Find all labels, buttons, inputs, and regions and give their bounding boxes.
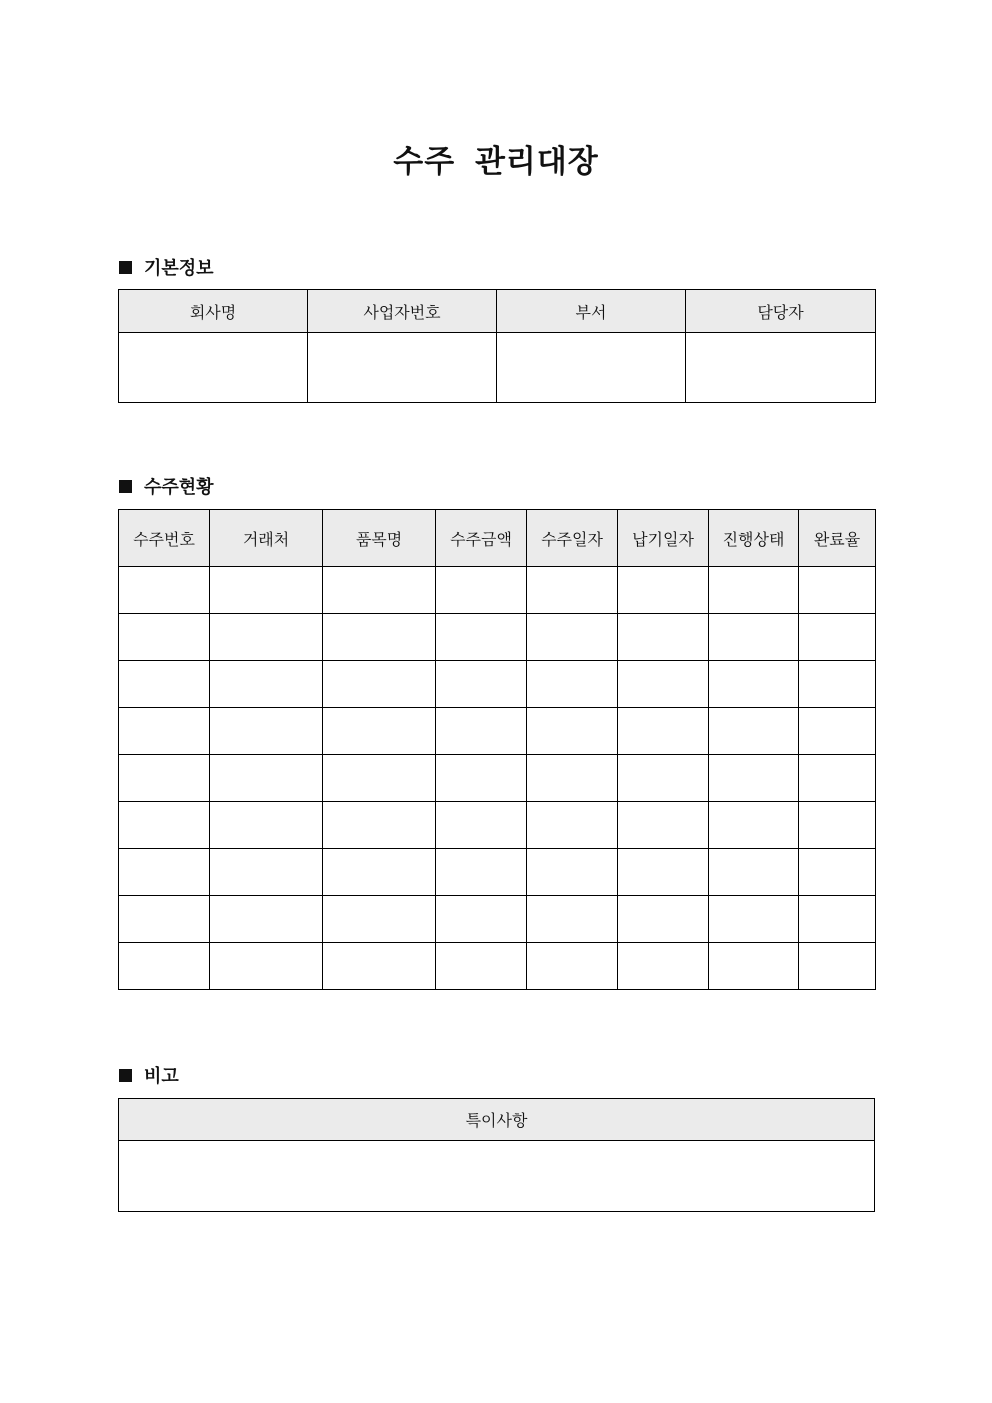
table-row bbox=[119, 943, 876, 990]
orders-heading bbox=[119, 473, 214, 499]
header-order-amount: 수주금액 bbox=[436, 510, 527, 567]
order-number-cell[interactable] bbox=[119, 896, 210, 943]
header-manager: 담당자 bbox=[686, 290, 876, 333]
item-name-cell[interactable] bbox=[323, 614, 436, 661]
progress-status-cell[interactable] bbox=[709, 896, 799, 943]
completion-rate-cell[interactable] bbox=[799, 802, 876, 849]
client-cell[interactable] bbox=[210, 896, 323, 943]
header-special-notes: 특이사항 bbox=[119, 1099, 875, 1141]
item-name-cell[interactable] bbox=[323, 661, 436, 708]
table-row bbox=[119, 755, 876, 802]
item-name-cell[interactable] bbox=[323, 943, 436, 990]
completion-rate-cell[interactable] bbox=[799, 896, 876, 943]
client-cell[interactable] bbox=[210, 802, 323, 849]
orders-table bbox=[118, 509, 876, 990]
orders-body bbox=[119, 567, 876, 990]
order-amount-cell[interactable] bbox=[436, 567, 527, 614]
table-row bbox=[119, 661, 876, 708]
header-progress-status: 진행상태 bbox=[709, 510, 799, 567]
page-title: 수주 관리대장 bbox=[393, 144, 599, 180]
orders-header-row bbox=[119, 510, 876, 567]
order-amount-cell[interactable] bbox=[436, 943, 527, 990]
completion-rate-cell[interactable] bbox=[799, 614, 876, 661]
remarks-heading-label: 비고 bbox=[144, 1066, 179, 1087]
business-number-field[interactable] bbox=[308, 333, 497, 403]
order-amount-cell[interactable] bbox=[436, 802, 527, 849]
header-item-name: 품목명 bbox=[323, 510, 436, 567]
basic-info-heading bbox=[119, 254, 214, 280]
order-amount-cell[interactable] bbox=[436, 614, 527, 661]
due-date-cell[interactable] bbox=[618, 567, 709, 614]
header-client: 거래처 bbox=[210, 510, 323, 567]
remarks-heading bbox=[119, 1062, 179, 1088]
progress-status-cell[interactable] bbox=[709, 708, 799, 755]
basic-info-heading-label: 기본정보 bbox=[144, 258, 214, 279]
completion-rate-cell[interactable] bbox=[799, 849, 876, 896]
completion-rate-cell[interactable] bbox=[799, 567, 876, 614]
table-row bbox=[119, 896, 876, 943]
table-row bbox=[119, 849, 876, 896]
progress-status-cell[interactable] bbox=[709, 943, 799, 990]
item-name-cell[interactable] bbox=[323, 849, 436, 896]
due-date-cell[interactable] bbox=[618, 802, 709, 849]
order-date-cell[interactable] bbox=[527, 849, 618, 896]
completion-rate-cell[interactable] bbox=[799, 755, 876, 802]
order-date-cell[interactable] bbox=[527, 661, 618, 708]
client-cell[interactable] bbox=[210, 661, 323, 708]
order-date-cell[interactable] bbox=[527, 896, 618, 943]
header-due-date: 납기일자 bbox=[618, 510, 709, 567]
order-amount-cell[interactable] bbox=[436, 661, 527, 708]
company-name-field[interactable] bbox=[119, 333, 308, 403]
completion-rate-cell[interactable] bbox=[799, 661, 876, 708]
table-row bbox=[119, 708, 876, 755]
client-cell[interactable] bbox=[210, 708, 323, 755]
order-number-cell[interactable] bbox=[119, 661, 210, 708]
order-date-cell[interactable] bbox=[527, 802, 618, 849]
order-amount-cell[interactable] bbox=[436, 755, 527, 802]
square-bullet-icon bbox=[119, 480, 132, 493]
client-cell[interactable] bbox=[210, 614, 323, 661]
manager-field[interactable] bbox=[686, 333, 876, 403]
progress-status-cell[interactable] bbox=[709, 849, 799, 896]
table-row bbox=[119, 567, 876, 614]
header-company-name: 회사명 bbox=[119, 290, 308, 333]
basic-info-input-row bbox=[119, 333, 876, 403]
order-number-cell[interactable] bbox=[119, 849, 210, 896]
order-amount-cell[interactable] bbox=[436, 896, 527, 943]
basic-info-table bbox=[118, 289, 876, 403]
orders-heading-label: 수주현황 bbox=[144, 477, 214, 498]
header-business-number: 사업자번호 bbox=[308, 290, 497, 333]
order-number-cell[interactable] bbox=[119, 567, 210, 614]
order-date-cell[interactable] bbox=[527, 708, 618, 755]
square-bullet-icon bbox=[119, 1069, 132, 1082]
progress-status-cell[interactable] bbox=[709, 755, 799, 802]
order-amount-cell[interactable] bbox=[436, 849, 527, 896]
remarks-header-row bbox=[119, 1099, 875, 1141]
order-amount-cell[interactable] bbox=[436, 708, 527, 755]
order-date-cell[interactable] bbox=[527, 755, 618, 802]
due-date-cell[interactable] bbox=[618, 755, 709, 802]
due-date-cell[interactable] bbox=[618, 849, 709, 896]
completion-rate-cell[interactable] bbox=[799, 708, 876, 755]
completion-rate-cell[interactable] bbox=[799, 943, 876, 990]
header-order-number: 수주번호 bbox=[119, 510, 210, 567]
order-number-cell[interactable] bbox=[119, 755, 210, 802]
department-field[interactable] bbox=[497, 333, 686, 403]
item-name-cell[interactable] bbox=[323, 802, 436, 849]
client-cell[interactable] bbox=[210, 567, 323, 614]
due-date-cell[interactable] bbox=[618, 661, 709, 708]
client-cell[interactable] bbox=[210, 849, 323, 896]
basic-info-header-row bbox=[119, 290, 876, 333]
header-order-date: 수주일자 bbox=[527, 510, 618, 567]
order-date-cell[interactable] bbox=[527, 943, 618, 990]
remarks-table bbox=[118, 1098, 875, 1212]
due-date-cell[interactable] bbox=[618, 708, 709, 755]
remarks-input-row bbox=[119, 1141, 875, 1212]
header-completion-rate: 완료율 bbox=[799, 510, 876, 567]
order-date-cell[interactable] bbox=[527, 614, 618, 661]
table-row bbox=[119, 802, 876, 849]
order-number-cell[interactable] bbox=[119, 614, 210, 661]
item-name-cell[interactable] bbox=[323, 896, 436, 943]
progress-status-cell[interactable] bbox=[709, 567, 799, 614]
table-row bbox=[119, 614, 876, 661]
progress-status-cell[interactable] bbox=[709, 614, 799, 661]
client-cell[interactable] bbox=[210, 943, 323, 990]
order-date-cell[interactable] bbox=[527, 567, 618, 614]
progress-status-cell[interactable] bbox=[709, 802, 799, 849]
order-number-cell[interactable] bbox=[119, 708, 210, 755]
due-date-cell[interactable] bbox=[618, 614, 709, 661]
client-cell[interactable] bbox=[210, 755, 323, 802]
header-department: 부서 bbox=[497, 290, 686, 333]
item-name-cell[interactable] bbox=[323, 708, 436, 755]
order-number-cell[interactable] bbox=[119, 802, 210, 849]
item-name-cell[interactable] bbox=[323, 755, 436, 802]
order-number-cell[interactable] bbox=[119, 943, 210, 990]
due-date-cell[interactable] bbox=[618, 896, 709, 943]
due-date-cell[interactable] bbox=[618, 943, 709, 990]
square-bullet-icon bbox=[119, 261, 132, 274]
progress-status-cell[interactable] bbox=[709, 661, 799, 708]
special-notes-field[interactable] bbox=[119, 1141, 875, 1212]
item-name-cell[interactable] bbox=[323, 567, 436, 614]
